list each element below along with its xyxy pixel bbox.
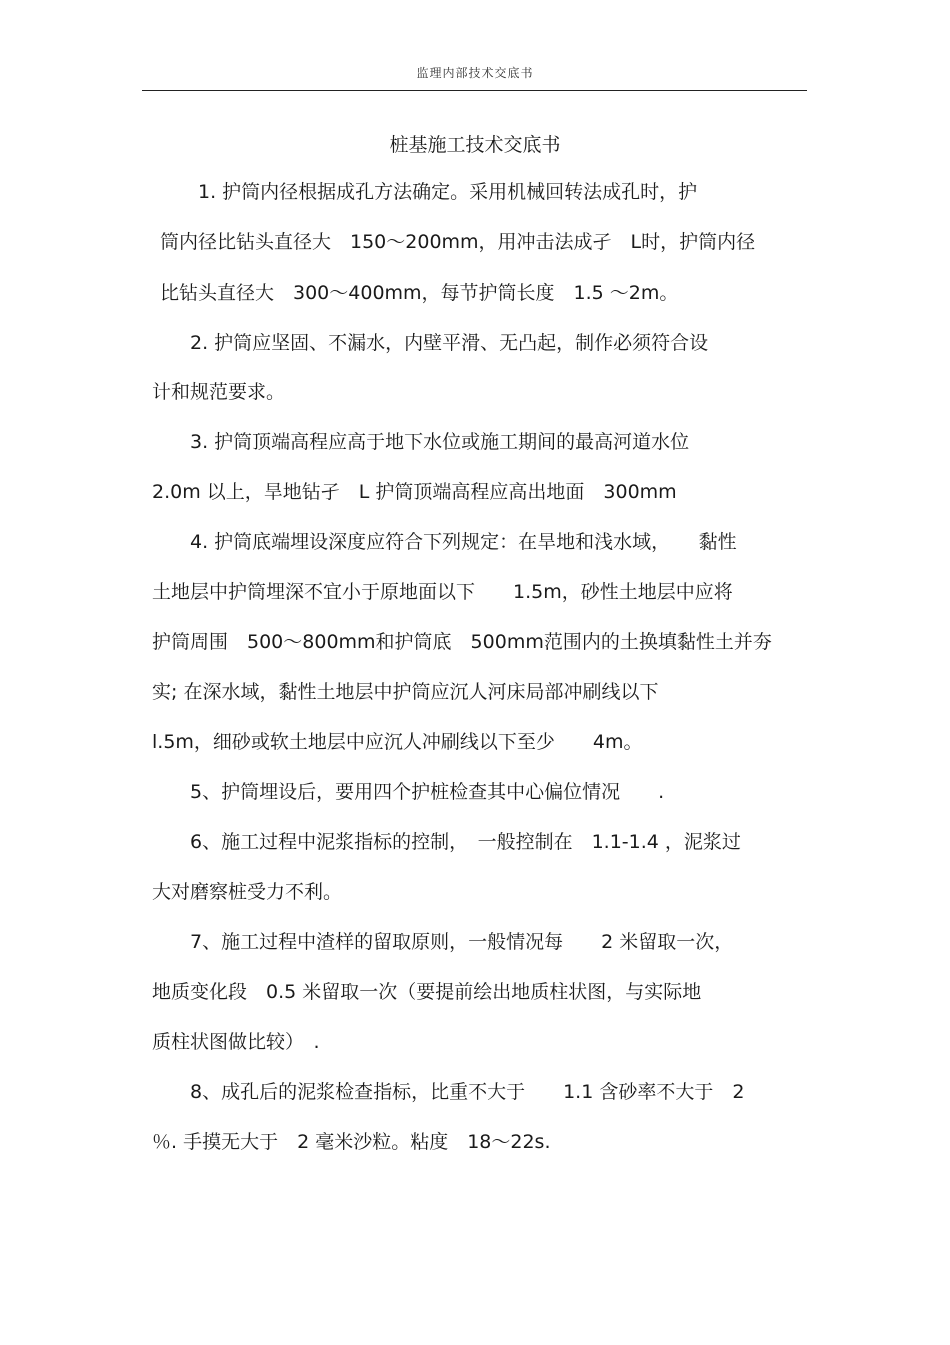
paragraph-line: 质柱状图做比较） . bbox=[152, 1031, 320, 1053]
paragraph-line: 4. 护筒底端埋设深度应符合下列规定：在旱地和浅水域， 黏性 bbox=[190, 531, 737, 553]
paragraph-line: 筒内径比钻头直径大 150～200mm，用冲击法成孑 L时，护筒内径 bbox=[160, 231, 756, 253]
paragraph-line: 1. 护筒内径根据成孔方法确定。采用机械回转法成孔时，护 bbox=[198, 181, 698, 203]
paragraph-line: 实; 在深水域，黏性土地层中护筒应沉人河床局部冲刷线以下 bbox=[152, 681, 659, 703]
document-title: 桩基施工技术交底书 bbox=[389, 134, 561, 156]
paragraph-line: 地质变化段 0.5 米留取一次（要提前绘出地质柱状图，与实际地 bbox=[152, 981, 702, 1003]
paragraph-line: 2. 护筒应坚固、不漏水，内壁平滑、无凸起，制作必须符合设 bbox=[190, 332, 709, 354]
paragraph-line: ％. 手摸无大于 2 毫米沙粒。粘度 18～22s. bbox=[152, 1131, 551, 1153]
paragraph-line: 2.0m 以上，旱地钻孑 L 护筒顶端高程应高出地面 300mm bbox=[152, 481, 677, 503]
paragraph-line: 比钻头直径大 300～400mm，每节护筒长度 1.5 ～2m。 bbox=[160, 282, 679, 304]
paragraph-line: 计和规范要求。 bbox=[152, 381, 286, 403]
paragraph-line: 土地层中护筒埋深不宜小于原地面以下 1.5m，砂性土地层中应将 bbox=[152, 581, 733, 603]
paragraph-line: 7、施工过程中渣样的留取原则，一般情况每 2 米留取一次， bbox=[190, 931, 734, 953]
paragraph-line: l.5m，细砂或软土地层中应沉人冲刷线以下至少 4m。 bbox=[152, 731, 643, 753]
paragraph-line: 8、成孔后的泥浆检查指标，比重不大于 1.1 含砂率不大于 2 bbox=[190, 1081, 745, 1103]
paragraph-line: 大对磨察桩受力不利。 bbox=[152, 881, 343, 903]
paragraph-line: 3. 护筒顶端高程应高于地下水位或施工期间的最高河道水位 bbox=[190, 431, 690, 453]
header-divider bbox=[142, 90, 807, 91]
paragraph-line: 5、护筒埋设后，要用四个护桩检查其中心偏位情况 . bbox=[190, 781, 665, 803]
paragraph-line: 6、施工过程中泥浆指标的控制， 一般控制在 1.1-1.4 ，泥浆过 bbox=[190, 831, 741, 853]
running-header: 监理内部技术交底书 bbox=[416, 66, 534, 80]
paragraph-line: 护筒周围 500～800mm和护筒底 500mm范围内的土换填黏性土并夯 bbox=[152, 631, 772, 653]
